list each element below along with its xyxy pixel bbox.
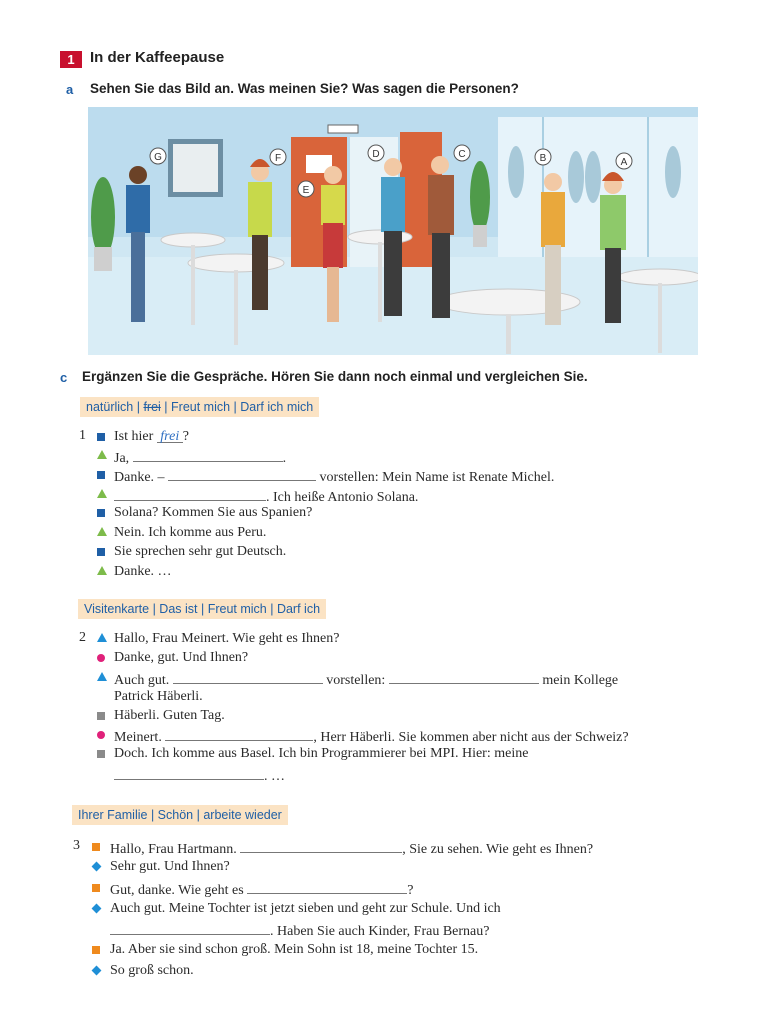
word-option: Freut mich <box>171 400 231 414</box>
dialogue-line: Danke. … <box>114 564 172 579</box>
part-c-letter: c <box>60 370 68 385</box>
person-label-g: G <box>154 152 162 163</box>
word-option: Ihrer Familie <box>78 808 148 822</box>
dialogue-line: . Ich heiße Antonio Solana. <box>114 486 418 507</box>
speaker-marker <box>97 548 105 556</box>
answer-blank[interactable] <box>114 486 266 501</box>
word-option-used: frei <box>143 400 161 414</box>
dialogue-number: 1 <box>79 428 86 443</box>
dialogue-line: Hallo, Frau Hartmann. , Sie zu sehen. Wie geht es Ihnen? <box>110 838 593 859</box>
speaker-marker <box>92 904 102 914</box>
dialogue-line: Ja, . <box>114 447 286 468</box>
part-a-letter: a <box>66 82 74 97</box>
speaker-marker <box>97 433 105 441</box>
answer-blank[interactable] <box>240 838 402 853</box>
coffee-break-illustration <box>88 107 698 355</box>
dialogue-line: Danke. – vorstellen: Mein Name ist Renate Michel. <box>114 466 554 487</box>
person-label-d: D <box>372 149 380 160</box>
dialogue-line: Häberli. Guten Tag. <box>114 708 225 723</box>
speaker-marker <box>97 471 105 479</box>
dialogue-line: Sehr gut. Und Ihnen? <box>110 859 230 874</box>
speaker-marker <box>97 750 105 758</box>
word-option: Darf ich <box>276 602 321 616</box>
dialogue-line: Gut, danke. Wie geht es ? <box>110 879 413 900</box>
dialogue-line-continued: . Haben Sie auch Kinder, Frau Bernau? <box>110 920 489 941</box>
word-box-2: Visitenkarte | Das ist | Freut mich | Darf ich <box>78 599 326 619</box>
dialogue-line: So groß schon. <box>110 963 194 978</box>
dialogue-line-continued: Patrick Häberli. <box>114 689 203 704</box>
answer-blank[interactable] <box>389 669 539 684</box>
speaker-marker <box>97 566 107 575</box>
dialogue-line: Nein. Ich komme aus Peru. <box>114 525 267 540</box>
answer-blank[interactable] <box>165 726 313 741</box>
speaker-marker <box>97 712 105 720</box>
speaker-marker <box>97 633 107 642</box>
part-c-instruction: Ergänzen Sie die Gespräche. Hören Sie dann noch einmal und vergleichen Sie. <box>82 369 588 384</box>
speaker-marker <box>97 672 107 681</box>
speaker-marker <box>92 966 102 976</box>
dialogue-line-continued: . … <box>114 765 285 786</box>
dialogue-line: Ist hier frei ? <box>114 429 189 444</box>
answer-blank[interactable] <box>133 447 283 462</box>
dialogue-line: Danke, gut. Und Ihnen? <box>114 650 249 665</box>
speaker-marker <box>92 884 100 892</box>
word-option: Das ist <box>159 602 198 616</box>
speaker-marker <box>92 843 100 851</box>
answer-blank-filled[interactable]: frei <box>157 428 183 443</box>
person-label-c: C <box>458 149 466 160</box>
answer-blank[interactable] <box>114 765 264 780</box>
dialogue-line: Sie sprechen sehr gut Deutsch. <box>114 544 287 559</box>
dialogue-line: Ja. Aber sie sind schon groß. Mein Sohn ist 18, meine Tochter 15. <box>110 942 479 957</box>
word-option: Visitenkarte <box>84 602 150 616</box>
speaker-marker <box>97 731 105 739</box>
speaker-marker <box>97 527 107 536</box>
dialogue-line: Hallo, Frau Meinert. Wie geht es Ihnen? <box>114 631 340 646</box>
part-a-instruction: Sehen Sie das Bild an. Was meinen Sie? Was sagen die Personen? <box>90 81 519 96</box>
speaker-marker <box>97 450 107 459</box>
speaker-marker <box>97 489 107 498</box>
word-option: natürlich <box>86 400 134 414</box>
dialogue-line: Doch. Ich komme aus Basel. Ich bin Programmierer bei MPI. Hier: meine <box>114 746 529 761</box>
word-box-3: Ihrer Familie | Schön | arbeite wieder <box>72 805 288 825</box>
word-option: Darf ich mich <box>240 400 314 414</box>
word-option: Freut mich <box>207 602 267 616</box>
answer-blank[interactable] <box>168 466 316 481</box>
dialogue-line: Meinert. , Herr Häberli. Sie kommen aber nicht aus der Schweiz? <box>114 726 629 747</box>
word-box-1: natürlich | frei | Freut mich | Darf ich mich <box>80 397 319 417</box>
answer-blank[interactable] <box>173 669 323 684</box>
dialogue-number: 3 <box>73 838 80 853</box>
speaker-marker <box>92 946 100 954</box>
person-label-b: B <box>539 153 547 164</box>
person-label-a: A <box>620 157 628 168</box>
person-label-f: F <box>274 153 282 164</box>
person-label-e: E <box>302 185 310 196</box>
exercise-title: In der Kaffeepause <box>90 49 225 66</box>
dialogue-line: Auch gut. Meine Tochter ist jetzt sieben und geht zur Schule. Und ich <box>110 901 501 916</box>
word-option: arbeite wieder <box>203 808 282 822</box>
exercise-number: 1 <box>60 51 82 68</box>
speaker-marker <box>97 509 105 517</box>
dialogue-line: Solana? Kommen Sie aus Spanien? <box>114 505 313 520</box>
dialogue-number: 2 <box>79 630 86 645</box>
answer-blank[interactable] <box>247 879 407 894</box>
answer-blank[interactable] <box>110 920 270 935</box>
dialogue-line: Auch gut. vorstellen: mein Kollege <box>114 669 618 690</box>
word-option: Schön <box>157 808 194 822</box>
speaker-marker <box>92 862 102 872</box>
speaker-marker <box>97 654 105 662</box>
